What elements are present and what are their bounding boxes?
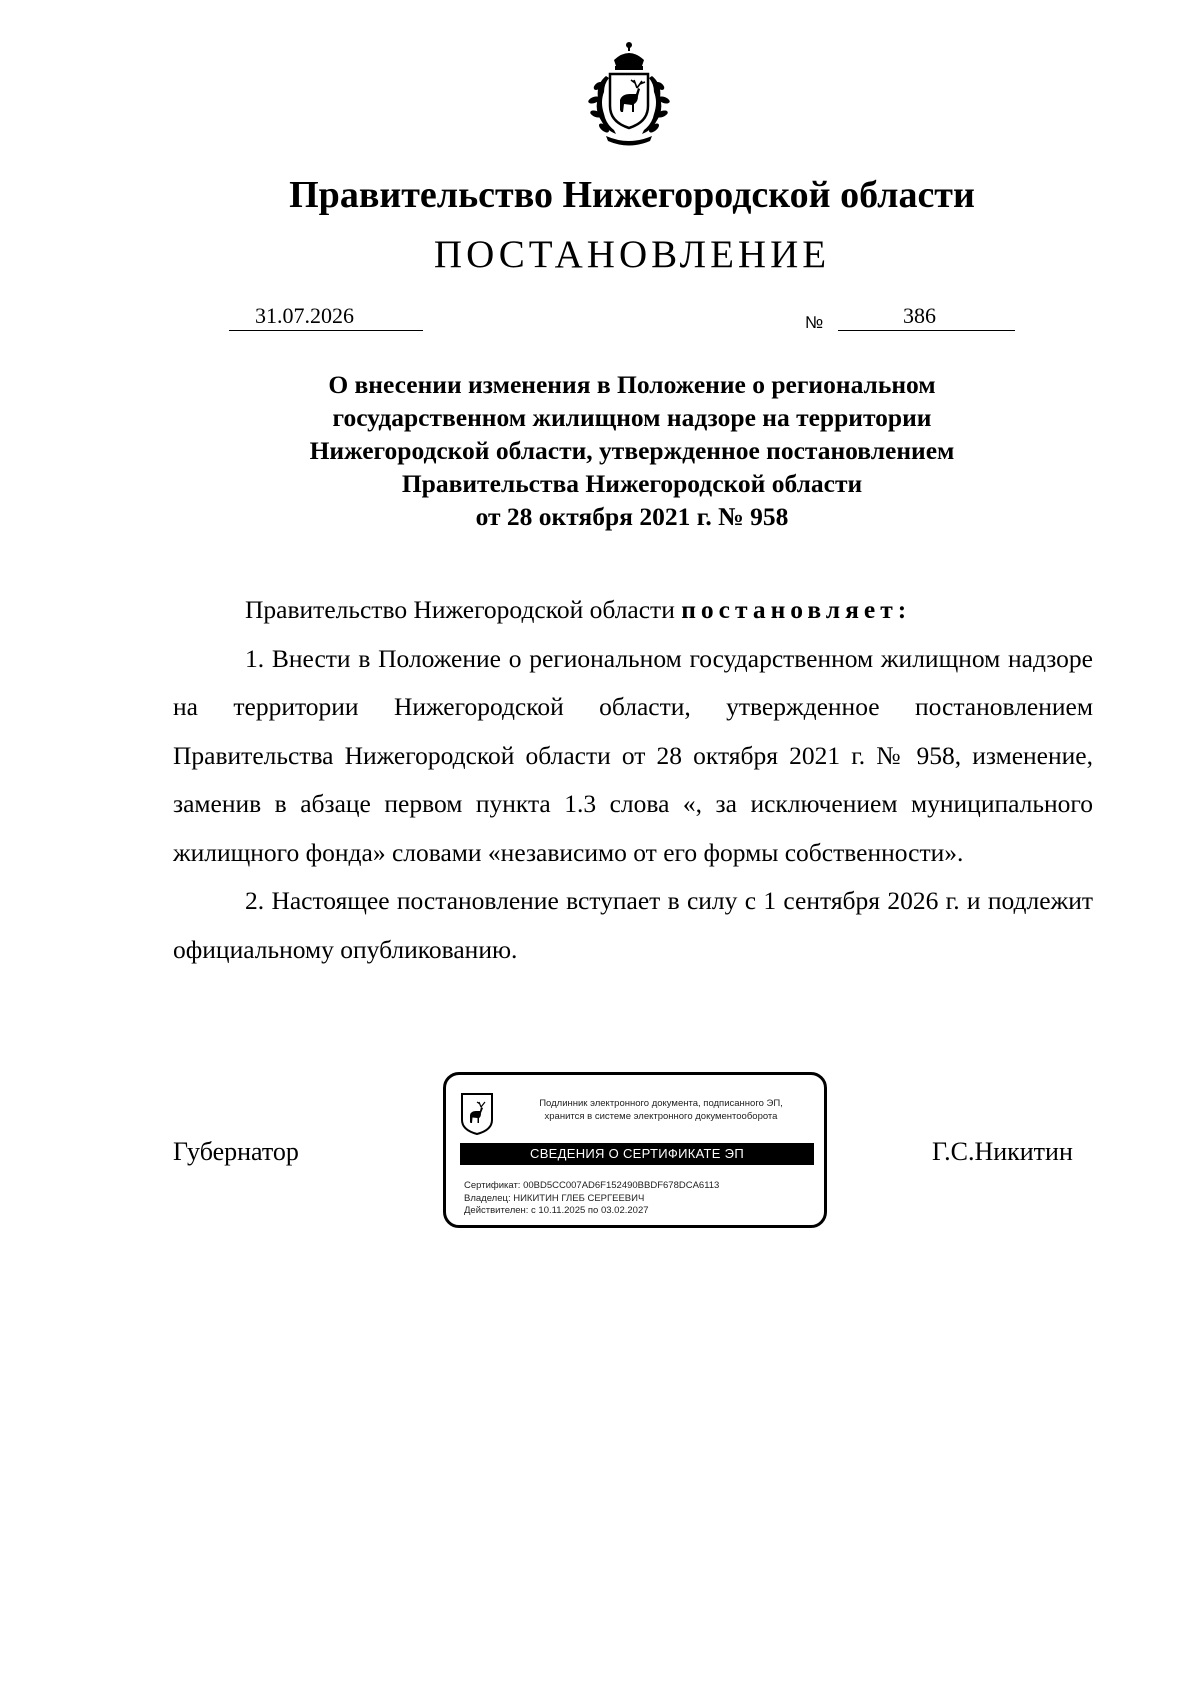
organization-title: Правительство Нижегородской области [289, 174, 975, 216]
paragraph-1: 1. Внести в Положение о региональном государственном жилищном надзоре на территории Нижегородской области, утвержденное постановлением Правительства Нижегородской области от 28 октября 2021 г. № 958, изменение, заменив в абзаце первом пункта 1.3 слова «, за исключением муниципального жилищного фонда» словами «независимо от его формы собственности». [173, 643, 1093, 867]
subject-line: от 28 октября 2021 г. № 958 [475, 502, 789, 531]
registration-number: 386 [903, 303, 936, 328]
paragraph-2: 2. Настоящее постановление вступает в силу с 1 сентября 2026 г. и подлежит официальному опубликованию. [173, 886, 1093, 964]
certificate-validity: Действителен: с 10.11.2025 по 03.02.2027 [464, 1205, 649, 1216]
preamble [173, 586, 1093, 635]
certificate-id: Сертификат: 00BD5CC007AD6F152490BBDF678DCA6113 [464, 1180, 720, 1191]
e-signature-stamp [443, 1072, 827, 1228]
stamp-note-line: Подлинник электронного документа, подписанного ЭП, [539, 1098, 783, 1109]
document-type-title: ПОСТАНОВЛЕНИЕ [433, 233, 831, 276]
signatory-name: Г.С.Никитин [932, 1137, 1073, 1166]
shield-deer-icon [460, 1092, 494, 1136]
subject-line: государственном жилищном надзоре на территории [332, 403, 932, 432]
subject-line: Нижегородской области, утвержденное постановлением [309, 436, 955, 465]
subject-line: Правительства Нижегородской области [401, 469, 863, 498]
number-sign: № [805, 313, 824, 332]
document-subject [0, 368, 1200, 533]
certificate-owner: Владелец: НИКИТИН ГЛЕБ СЕРГЕЕВИЧ [464, 1192, 645, 1204]
coat-of-arms-emblem [576, 40, 682, 148]
stamp-title-bar: СВЕДЕНИЯ О СЕРТИФИКАТЕ ЭП [460, 1143, 814, 1165]
certificate-details [464, 1180, 719, 1218]
stamp-note [506, 1097, 816, 1123]
date-underline [229, 330, 423, 331]
subject-line: О внесении изменения в Положение о региональном [328, 370, 936, 399]
registration-date: 31.07.2026 [255, 303, 354, 328]
preamble-text: Правительство Нижегородской области [245, 595, 682, 624]
stamp-note-line: хранится в системе электронного документооборота [544, 1111, 778, 1122]
number-underline [838, 330, 1015, 331]
preamble-emphasis: постановляет: [681, 595, 912, 624]
signatory-position: Губернатор [173, 1137, 299, 1166]
document-body [173, 586, 1093, 974]
